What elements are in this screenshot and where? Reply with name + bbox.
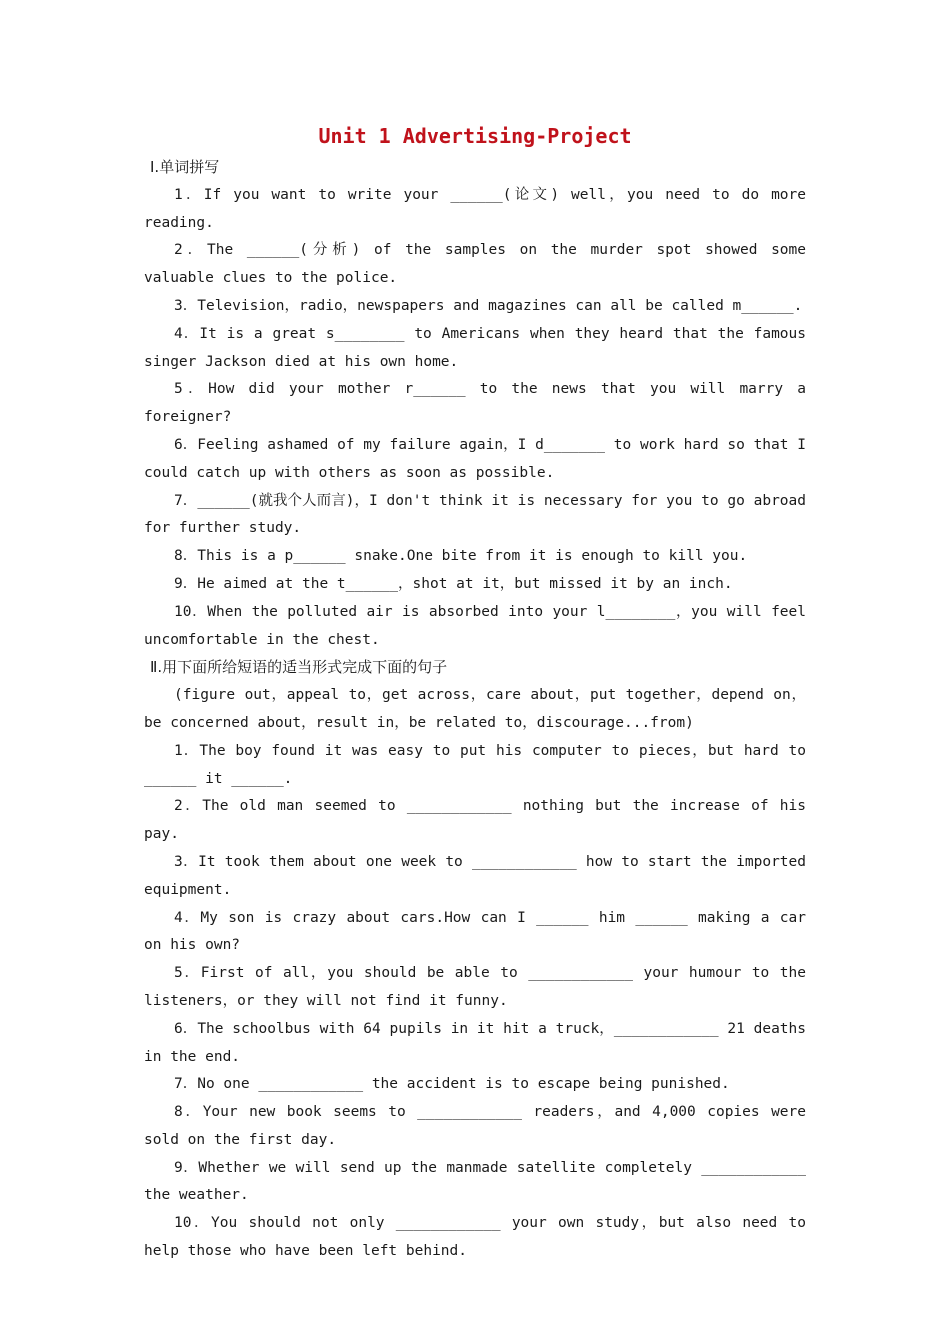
section-1-heading: Ⅰ.单词拼写 [150,158,220,176]
page-title: Unit 1 Advertising-Project [318,124,632,148]
exercise-item: 8．Your new book seems to ____________ readers，and 4,000 copies were sold on the first day. [144,1104,806,1148]
exercise-item: 7．No one ____________ the accident is to escape being punished. [174,1076,730,1093]
exercise-item: 4．My son is crazy about cars.How can I ______ him ______ making a car on his own? [144,909,806,954]
exercise-item: 8．This is a p______ snake.One bite from it is enough to kill you. [174,548,748,565]
exercise-item: 9．He aimed at the t______，shot at it，but missed it by an inch. [174,575,733,592]
exercise-item: 5．How did your mother r______ to the news that you will marry a foreigner? [144,381,806,426]
section-2-heading: Ⅱ.用下面所给短语的适当形式完成下面的句子 [150,658,448,677]
document-page [144,118,806,1266]
exercise-item: 7．______(就我个人而言)，I don't think it is necessary for you to go abroad for further study. [144,492,806,537]
exercise-item: 1．If you want to write your ______(论文) well，you need to do more reading. [144,186,806,231]
phrase-list: (figure out，appeal to，get across，care about，put together，depend on，be concerned about，result in，be related to，discourage...from) [144,687,806,731]
exercise-item: 3．Television，radio，newspapers and magazines can all be called m______. [174,297,803,314]
exercise-item: 4．It is a great s________ to Americans when they heard that the famous singer Jackson died at his own home. [144,325,806,370]
exercise-item: 1．The boy found it was easy to put his computer to pieces，but hard to ______ it ______. [144,742,806,787]
exercise-item: 5．First of all，you should be able to ____________ your humour to the listeners，or they will not find it funny. [144,965,806,1009]
exercise-item: 6．The schoolbus with 64 pupils in it hit a truck，____________ 21 deaths in the end. [144,1020,806,1065]
exercise-item: 10．You should not only ____________ your own study，but also need to help those who have been left behind. [144,1215,806,1260]
exercise-item: 10．When the polluted air is absorbed into your l________，you will feel uncomfortable in the chest. [144,603,806,648]
exercise-item: 3．It took them about one week to ____________ how to start the imported equipment. [144,853,806,898]
exercise-item: 2．The old man seemed to ____________ nothing but the increase of his pay. [144,798,806,843]
exercise-item: 9．Whether we will send up the manmade satellite completely ____________ the weather. [144,1159,806,1204]
exercise-item: 2．The ______(分析) of the samples on the murder spot showed some valuable clues to the police. [144,242,806,287]
exercise-item: 6．Feeling ashamed of my failure again，I d_______ to work hard so that I could catch up with others as soon as possible. [144,436,806,481]
